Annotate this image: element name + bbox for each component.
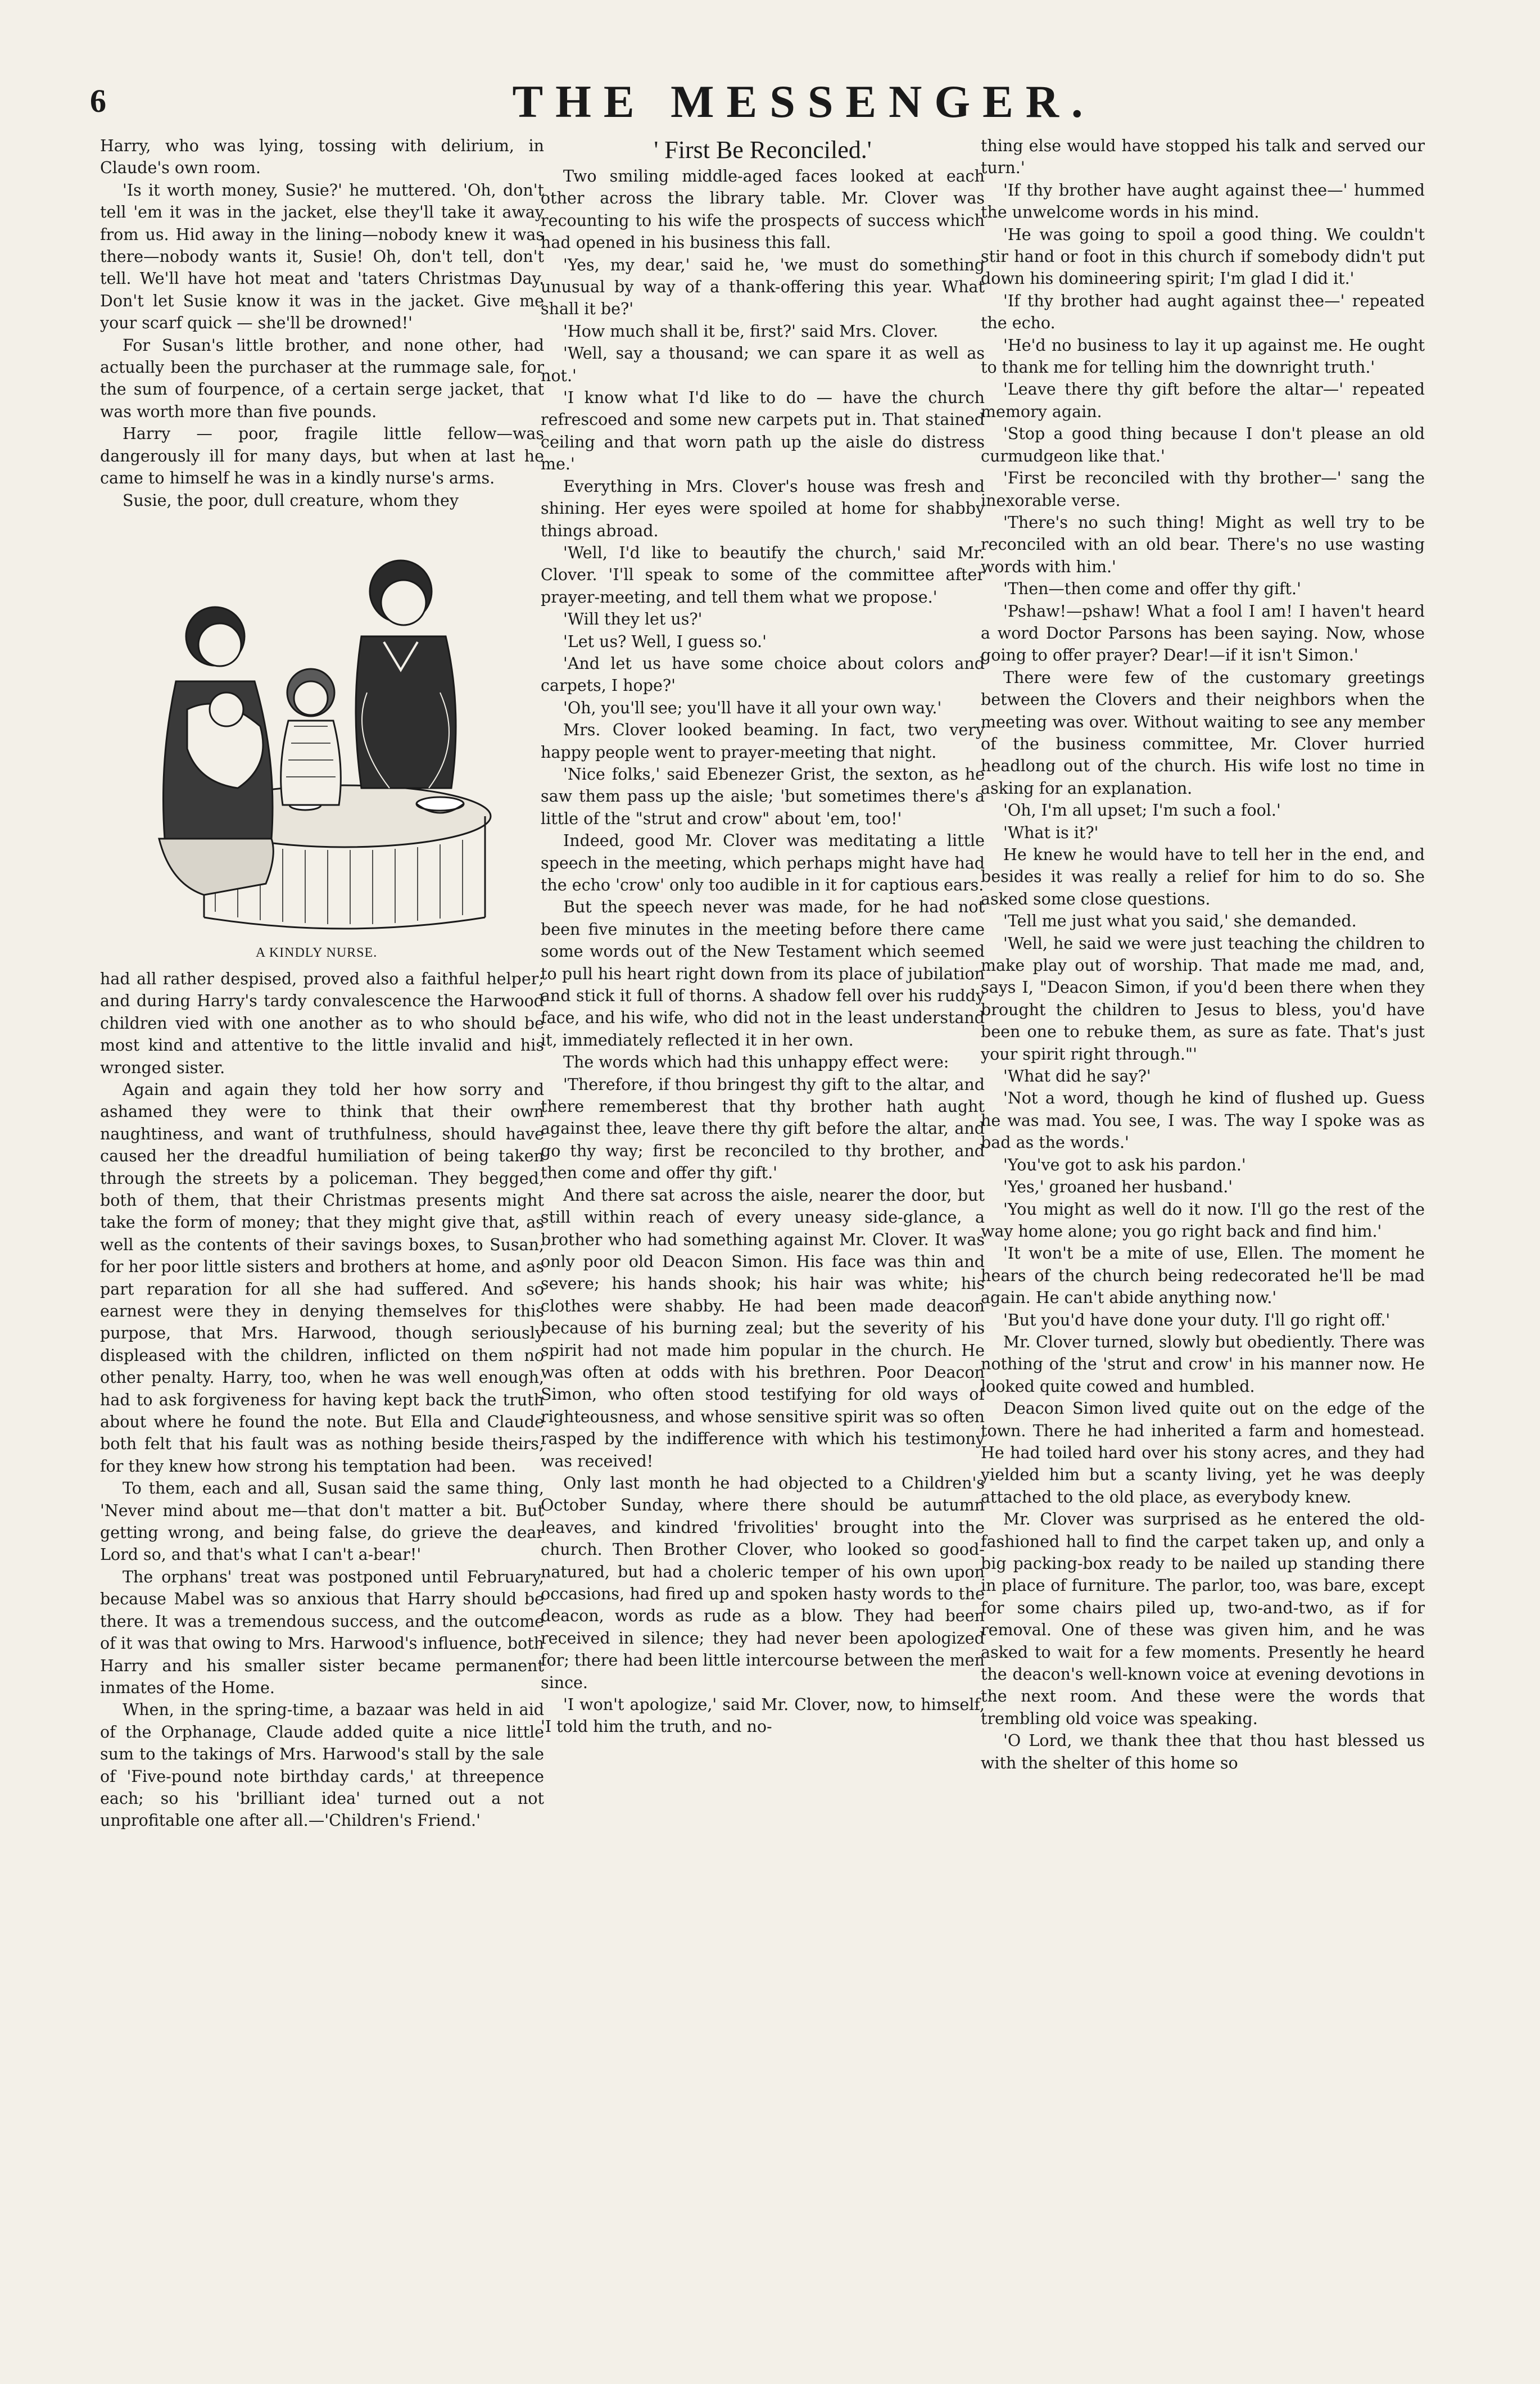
article-title: ' First Be Reconciled.' [654,136,872,164]
paragraph: 'It won't be a mite of use, Ellen. The moment he hears of the church being redecorated he'll be mad again. He can't abide anything now.' [981,1244,1425,1308]
masthead [79,73,1484,129]
paragraph: When, in the spring-time, a bazaar was held in aid of the Orphanage, Claude added quite a nice little sum to the takings of Mrs. Harwood's stall by the sale of 'Five-pound note birthday cards,' at threepence each; so his 'brilliant idea' turned out a not unprofitable one after all.—'Children's Friend.' [100,1700,544,1830]
paragraph: 'He was going to spoil a good thing. We couldn't stir hand or foot in this church if somebody didn't put down his domineering spirit; I'm glad I did it.' [981,225,1425,288]
paragraph: 'Well, I'd like to beautify the church,' said Mr. Clover. 'I'll speak to some of the committee after prayer-meeting, and tell them what we propose.' [541,543,985,607]
paragraph: 'Yes,' groaned her husband.' [1003,1178,1233,1197]
paragraph: And there sat across the aisle, nearer the door, but still within reach of every uneasy side-glance, a brother who had something against Mr. Clover. It was only poor old Deacon Simon. His face was thin and severe; his hands shook; his hair was white; his clothes were shabby. He had been made deacon because of his burning zeal; but the severity of his spirit had not made him popular in the church. He was often at odds with his brethren. Poor Deacon Simon, who often stood testifying for old ways of righteousness, and whose sensitive spirit was so often rasped by the indifference with which his testimony was received! [541,1186,985,1471]
column-3 [981,135,1425,2361]
kindly-nurse-illustration [125,524,508,968]
paragraph: 'But you'd have done your duty. I'll go right off.' [1003,1310,1390,1329]
paragraph: 'Then—then come and offer thy gift.' [1003,580,1301,599]
paragraph: 'What did he say?' [1003,1067,1151,1086]
paragraph: 'Yes, my dear,' said he, 'we must do something unusual by way of a thank-offering this year. What shall it be?' [541,255,985,319]
paragraph: 'What is it?' [1003,823,1099,842]
column-1 [100,135,544,2361]
paragraph: 'I won't apologize,' said Mr. Clover, now, to himself, 'I told him the truth, and no- [541,1695,985,1736]
paragraph: 'He'd no business to lay it up against me. He ought to thank me for telling him the downright truth.' [981,336,1425,377]
paragraph: But the speech never was made, for he had not been five minutes in the meeting before there came some words out of the New Testament which seemed to pull his heart right down from its place of jubilation and stick it full of thorns. A shadow fell over his ruddy face, and his wife, who did not in the least understand it, immediately reflected it in her own. [541,898,985,1049]
paragraph: Two smiling middle-aged faces looked at each other across the library table. Mr. Clover was recounting to his wife the prospects of success which had opened in his business this fall. [541,167,985,252]
paragraph: 'How much shall it be, first?' said Mrs. Clover. [563,322,939,341]
paragraph: Harry, who was lying, tossing with delirium, in Claude's own room. [100,137,544,178]
paragraph: 'And let us have some choice about colors and carpets, I hope?' [541,654,985,695]
paragraph: 'Nice folks,' said Ebenezer Grist, the sexton, as he saw them pass up the aisle; 'but sometimes there's a little of the "strut and crow" about 'em, too!' [541,764,985,828]
paragraph: Harry — poor, fragile little fellow—was dangerously ill for many days, but when at last he came to himself he was in a kindly nurse's arms. [100,424,544,488]
paragraph: 'You've got to ask his pardon.' [1003,1155,1246,1174]
paragraph: 'Is it worth money, Susie?' he muttered. 'Oh, don't tell 'em it was in the jacket, else they'll take it away from us. Hid away in the lining—nobody knew it was there—nobody wants it, Susie! Oh, don't tell, don't tell. We'll have hot meat and 'taters Christmas Day. Don't let Susie know it was in the jacket. Give me your scarf quick — she'll be drowned!' [100,180,544,333]
column-2 [541,135,985,2361]
paragraph: 'First be reconciled with thy brother—' sang the inexorable verse. [981,469,1425,510]
paragraph: Susie, the poor, dull creature, whom they [123,491,459,510]
paragraph: 'Pshaw!—pshaw! What a fool I am! I haven't heard a word Doctor Parsons has been saying. Now, whose going to offer prayer? Dear!—if it isn't Simon.' [981,601,1425,665]
paragraph: 'If thy brother had aught against thee—' repeated the echo. [981,291,1425,333]
paragraph: 'You might as well do it now. I'll go the rest of the way home alone; you go right back and find him.' [981,1200,1425,1241]
paragraph: Only last month he had objected to a Children's October Sunday, where there should be autumn leaves, and kindred 'frivolities' brought into the church. Then Brother Clover, who looked so good-natured, but had a choleric temper of his own upon occasions, had fired up and spoken hasty words to the deacon, words as rude as a blow. They had been received in silence; they had never been apologized for; there had been little intercourse between the men since. [541,1473,985,1692]
page-number: 6 [90,83,106,119]
paragraph: 'Well, say a thousand; we can spare it as well as not.' [541,344,985,385]
paragraph: Mrs. Clover looked beaming. In fact, two very happy people went to prayer-meeting that night. [541,721,985,762]
paragraph: had all rather despised, proved also a faithful helper; and during Harry's tardy convalescence the Harwood children vied with one another as to who should be most kind and attentive to the little invalid and his wronged sister. [100,969,544,1077]
paragraph: 'Oh, you'll see; you'll have it all your own way.' [563,698,942,717]
paragraph: Deacon Simon lived quite out on the edge of the town. There he had inherited a farm and homestead. He had toiled hard over his stony acres, and they had yielded him but a scanty living, yet he was deeply attached to the old place, as everybody knew. [981,1399,1425,1507]
illustration-caption: A KINDLY NURSE. [255,945,378,960]
paragraph: 'Will they let us?' [563,610,703,629]
paragraph: Everything in Mrs. Clover's house was fresh and shining. Her eyes were spoiled at home for shabby things abroad. [541,477,985,540]
paragraph: The words which had this unhappy effect were: [563,1053,949,1072]
paragraph: Indeed, good Mr. Clover was meditating a little speech in the meeting, which perhaps might have had the echo 'crow' only too audible in it for captious ears. [541,831,985,894]
paragraph: 'O Lord, we thank thee that thou hast blessed us with the shelter of this home so [981,1731,1425,1772]
paragraph: 'Well, he said we were just teaching the children to make play out of worship. That made me mad, and, says I, "Deacon Simon, if you'd been there when they brought the children to Jesus to bless, you'd have been one to rebuke them, as sure as fate. That's just your spirit right through."' [981,934,1425,1064]
paragraph: Again and again they told her how sorry and ashamed they were to think that their own naughtiness, and want of truthfulness, should have caused her the dreadful humiliation of being taken through the streets by a policeman. They begged, both of them, that their Christmas presents might take the form of money; that they might give that, as well as the contents of their savings boxes, to Susan, for her poor little sisters and brothers at home, and as part reparation for all she had suffered. And so earnest were they in denying themselves for this purpose, that Mrs. Harwood, though seriously displeased with the children, inflicted on them no other penalty. Harry, too, when he was well enough, had to ask forgiveness for having kept back the truth about where he found the note. But Ella and Claude both felt that his fault was as nothing beside theirs, for they knew how strong his temptation had been. [100,1080,544,1476]
paragraph: 'Leave there thy gift before the altar—' repeated memory again. [981,380,1425,421]
paragraph: 'Stop a good thing because I don't please an old curmudgeon like that.' [981,424,1425,465]
paragraph: He knew he would have to tell her in the end, and besides it was really a relief for him to do so. She asked some close questions. [981,845,1425,908]
paragraph: thing else would have stopped his talk and served our turn.' [981,137,1425,178]
paragraph: 'I know what I'd like to do — have the church refrescoed and some new carpets put in. That stained ceiling and that worn path up the aisle do distress me.' [541,388,985,474]
paragraph: 'Tell me just what you said,' she demanded. [1003,912,1357,931]
paragraph: 'There's no such thing! Might as well try to be reconciled with an old bear. There's no use wasting words with him.' [981,513,1425,576]
paragraph: Mr. Clover was surprised as he entered the old-fashioned hall to find the carpet taken up, and only a big packing-box ready to be nailed up standing there in place of furniture. The parlor, too, was bare, except for some chairs piled up, two-and-two, as if for removal. One of these was given him, and he was asked to wait for a few moments. Presently he heard the deacon's well-known voice at evening devotions in the next room. And these were the words that trembling old voice was speaking. [981,1510,1425,1728]
paragraph: 'Not a word, though he kind of flushed up. Guess he was mad. You see, I was. The way I spoke was as bad as the words.' [981,1089,1425,1152]
paragraph: 'If thy brother have aught against thee—' hummed the unwelcome words in his mind. [981,180,1425,222]
paragraph: To them, each and all, Susan said the same thing, 'Never mind about me—that don't matter a bit. But getting wrong, and being false, do grieve the dear Lord so, and that's what I can't a-bear!' [100,1479,544,1564]
engraving-image [125,524,508,940]
paragraph: 'Therefore, if thou bringest thy gift to the altar, and there rememberest that thy brother hath aught against thee, leave there thy gift before the altar, and go thy way; first be reconciled to thy brother, and then come and offer thy gift.' [541,1075,985,1183]
paragraph: For Susan's little brother, and none other, had actually been the purchaser at the rummage sale, for the sum of fourpence, of a certain serge jacket, that was worth more than five pounds. [100,336,544,421]
paragraph: The orphans' treat was postponed until February, because Mabel was so anxious that Harry should be there. It was a tremendous success, and the outcome of it was that owing to Mrs. Harwood's influence, both Harry and his smaller sister became permanent inmates of the Home. [100,1567,544,1697]
paragraph: Mr. Clover turned, slowly but obediently. There was nothing of the 'strut and crow' in his manner now. He looked quite cowed and humbled. [981,1332,1425,1396]
paper-name: THE MESSENGER. [512,76,1095,127]
paragraph: There were few of the customary greetings between the Clovers and their neighbors when the meeting was over. Without waiting to see any member of the business committee, Mr. Clover hurried headlong out of the church. His wife lost no time in asking for an explanation. [981,668,1425,798]
paragraph: 'Oh, I'm all upset; I'm such a fool.' [1003,801,1281,820]
paragraph: 'Let us? Well, I guess so.' [563,632,767,651]
